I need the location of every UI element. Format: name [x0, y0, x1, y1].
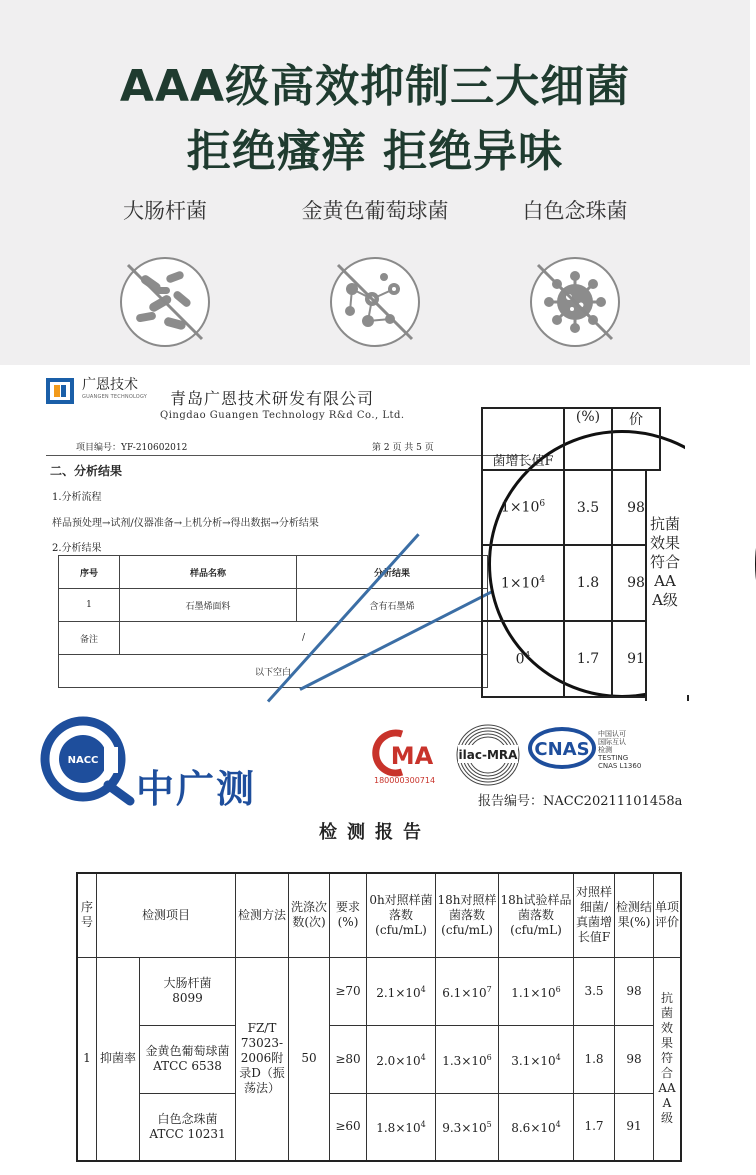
table-cell: ≥60	[330, 1093, 367, 1161]
bacteria-name: 白色念珠菌	[522, 199, 628, 223]
table-header: 序号	[59, 556, 120, 589]
table-cell-category: 抑菌率	[97, 957, 140, 1161]
company-name-cn: 青岛广恩技术研发有限公司	[170, 389, 375, 408]
table-cell: $6.1\times 10^7$	[436, 957, 499, 1025]
table-cell: 3.5	[574, 957, 615, 1025]
nacc-badge-text: NACC	[67, 755, 99, 766]
table-cell: 1.7	[574, 1093, 615, 1161]
candida-crossed-icon	[530, 257, 620, 347]
analysis-result-table	[58, 555, 488, 688]
magnifier-table	[481, 407, 661, 698]
table-cell: $8.6\times 10^4$	[499, 1093, 574, 1161]
e-coli-crossed-icon	[120, 257, 210, 347]
cma-number: 180000300714	[374, 776, 436, 785]
table-header-row	[77, 873, 681, 957]
subsection-flow: 1.分析流程	[52, 492, 102, 503]
table-cell-organism: 金黄色葡萄球菌 ATCC 6538	[140, 1025, 236, 1093]
zoom-cell: 1.8	[564, 545, 612, 621]
test-result-table	[76, 872, 682, 1162]
table-cell: 98	[615, 957, 654, 1025]
bacteria-staph	[265, 195, 485, 347]
brand-name: 中广测	[136, 767, 257, 811]
table-header: 检测项目	[97, 873, 236, 957]
nacc-logo-icon	[38, 715, 138, 805]
table-cell: $1.1\times 10^6$	[499, 957, 574, 1025]
cnas-side-text: 中国认可 国际互认 检测 TESTING CNAS L1360	[598, 730, 642, 770]
table-header: 检测结果(%)	[615, 873, 654, 957]
zoom-cell: 3.5	[564, 470, 612, 545]
company-name-en: Qingdao Guangen Technology R&d Co., Ltd.	[160, 410, 405, 421]
report-title: 检测报告	[319, 822, 431, 843]
staphylococcus-crossed-icon	[330, 257, 420, 347]
subsection-result: 2.分析结果	[52, 543, 102, 554]
zoom-cell: 91	[612, 621, 660, 697]
zoom-cell: $0^4$	[482, 621, 564, 697]
table-cell: 91	[615, 1093, 654, 1161]
ilac-mark-text: ilac-MRA	[458, 748, 518, 762]
table-cell-evaluation: 抗菌效果符合AAA级	[654, 957, 682, 1161]
table-cell: $1.3\times 10^6$	[436, 1025, 499, 1093]
table-row	[77, 1093, 681, 1161]
bacteria-ecoli	[55, 195, 275, 347]
headline-primary: AAA级高效抑制三大细菌	[119, 61, 631, 112]
zoom-header: 价	[612, 408, 660, 470]
zoom-cell: $1\times 10^4$	[482, 545, 564, 621]
table-cell: 1.8	[574, 1025, 615, 1093]
cma-logo-icon	[372, 730, 444, 776]
table-cell-washes: 50	[289, 957, 330, 1161]
table-row	[77, 957, 681, 1025]
project-number: 项目编号：YF-210602012	[76, 443, 188, 453]
zoom-cell: 1.7	[564, 621, 612, 697]
magnifier-zoom	[488, 409, 756, 698]
table-header: 单项评价	[654, 873, 682, 957]
table-header: 序号	[77, 873, 97, 957]
table-header: 18h试验样品菌落数(cfu/mL)	[499, 873, 574, 957]
zoom-cell: 98	[612, 545, 660, 621]
table-cell-index: 1	[77, 957, 97, 1161]
table-header: 要求(%)	[330, 873, 367, 957]
section-title: 二、分析结果	[50, 464, 123, 478]
zoom-header: 菌增长值F	[482, 408, 564, 470]
table-header: 0h对照样菌落数(cfu/mL)	[367, 873, 436, 957]
page-indicator: 第 2 页 共 5 页	[372, 443, 434, 453]
ilac-mra-logo-icon	[454, 722, 522, 788]
table-cell-organism: 白色念珠菌 ATCC 10231	[140, 1093, 236, 1161]
bacteria-name: 大肠杆菌	[123, 199, 207, 223]
table-cell: $9.3\times 10^5$	[436, 1093, 499, 1161]
table-cell: 石墨烯面料	[120, 589, 297, 622]
table-row	[77, 1025, 681, 1093]
table-row	[59, 655, 488, 688]
bacteria-name: 金黄色葡萄球菌	[301, 199, 449, 223]
table-cell: $1.8\times 10^4$	[367, 1093, 436, 1161]
cnas-logo-icon	[527, 726, 597, 770]
table-cell: ≥80	[330, 1025, 367, 1093]
flow-text: 样品预处理→试剂/仪器准备→上机分析→得出数据→分析结果	[52, 518, 319, 529]
table-cell-organism: 大肠杆菌 8099	[140, 957, 236, 1025]
table-header: 样品名称	[120, 556, 297, 589]
table-cell: 98	[615, 1025, 654, 1093]
zoom-verdict: 抗菌效果符合AAA级	[649, 515, 680, 609]
bacteria-candida	[465, 195, 685, 347]
zoom-header: (%)	[564, 408, 612, 470]
table-header: 分析结果	[297, 556, 488, 589]
table-cell: 含有石墨烯	[297, 589, 488, 622]
table-cell: $2.0\times 10^4$	[367, 1025, 436, 1093]
table-cell: /	[120, 622, 488, 655]
zoom-cell: $1\times 10^6$	[482, 470, 564, 545]
table-cell: $2.1\times 10^4$	[367, 957, 436, 1025]
cma-mark-text: MA	[390, 742, 434, 770]
guangen-logo-subtext: GUANGEN TECHNOLOGY	[82, 394, 148, 400]
table-header: 检测方法	[236, 873, 289, 957]
cnas-mark-text: CNAS	[534, 739, 590, 760]
divider	[46, 455, 526, 456]
table-cell: ≥70	[330, 957, 367, 1025]
report-number: 报告编号：NACC20211101458a	[478, 794, 683, 809]
table-header: 18h对照样菌落数(cfu/mL)	[436, 873, 499, 957]
guangen-logo-text: 广恩技术	[82, 377, 138, 393]
table-header-row	[59, 556, 488, 589]
table-cell: 1	[59, 589, 120, 622]
zoom-cell: 98	[612, 470, 660, 545]
table-cell-method: FZ/T 73023-2006附录D（振荡法）	[236, 957, 289, 1161]
table-footer-cell: 以下空白	[59, 655, 488, 688]
table-cell: 备注	[59, 622, 120, 655]
table-header: 洗涤次数(次)	[289, 873, 330, 957]
table-header: 对照样细菌/真菌增长值F	[574, 873, 615, 957]
guangen-logo-icon	[46, 378, 74, 404]
table-cell: $3.1\times 10^4$	[499, 1025, 574, 1093]
headline-secondary: 拒绝瘙痒 拒绝异味	[186, 126, 564, 177]
table-row	[59, 589, 488, 622]
